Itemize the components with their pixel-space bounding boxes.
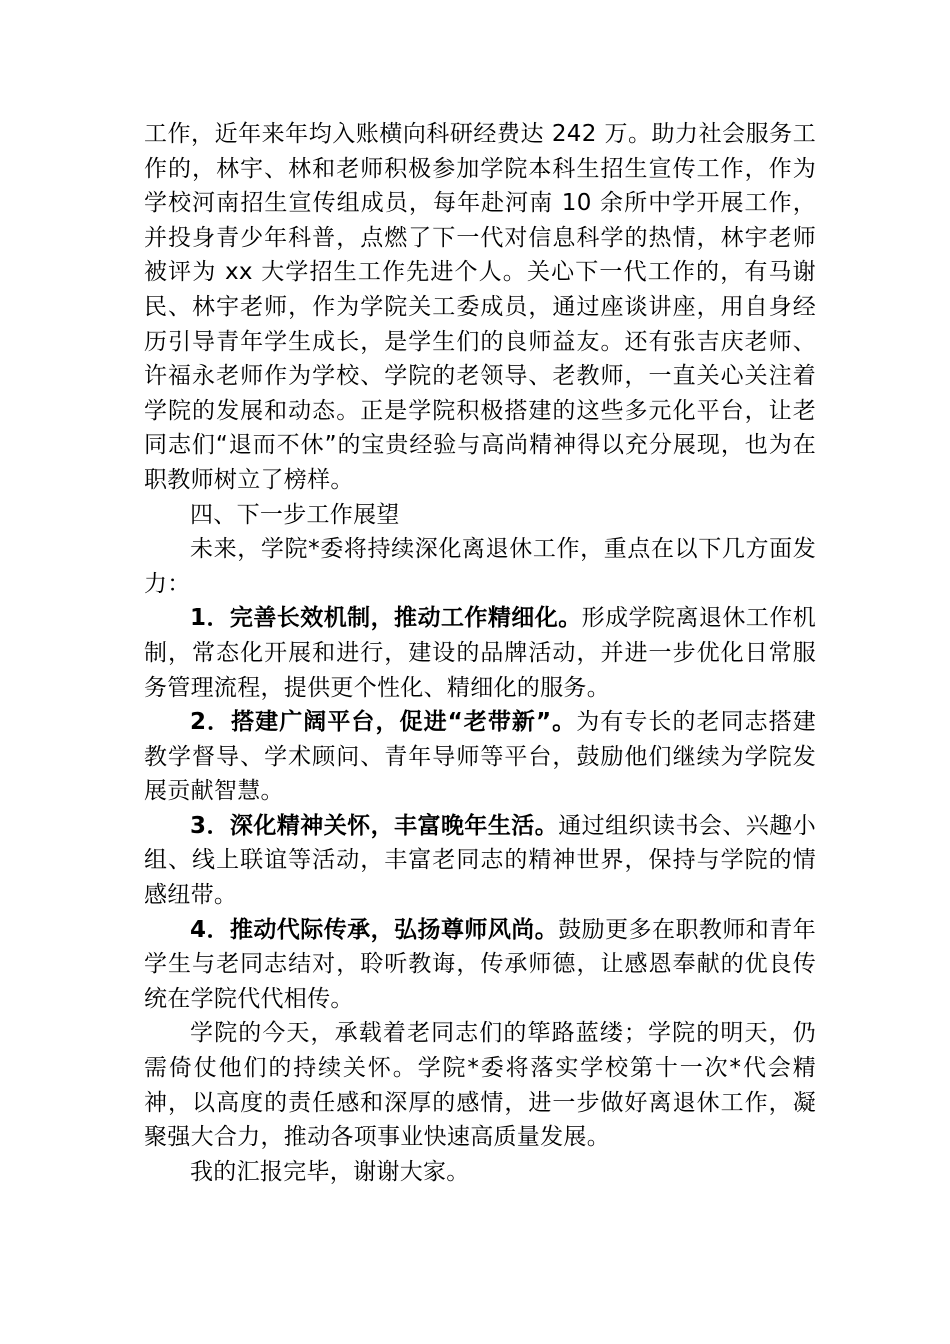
paragraph-research-and-outreach	[144, 117, 816, 498]
list-item-4	[144, 913, 816, 1017]
paragraph-text: 我的汇报完毕，谢谢大家。	[190, 1158, 470, 1185]
list-item-text: 形成学院离退休工作机制，常态化开展和进行，建设的品牌活动，并进一步优化日常服务管理流程，提供更个性化、精细化的服务。	[144, 605, 817, 701]
list-item-lead: 2．搭建广阔平台，促进“老带新”。	[190, 709, 577, 736]
paragraph-closing	[144, 1016, 816, 1154]
section-heading-next-steps	[144, 498, 816, 533]
paragraph-end	[144, 1155, 816, 1190]
paragraph-future-intro	[144, 532, 816, 601]
list-item-lead: 3．深化精神关怀，丰富晚年生活。	[190, 812, 559, 839]
list-item-lead: 4．推动代际传承，弘扬尊师风尚。	[190, 916, 559, 943]
paragraph-text: 学院的今天，承载着老同志们的筚路蓝缕；学院的明天，仍需倚仗他们的持续关怀。学院*委将落实学校第十一次*代会精神，以高度的责任感和深厚的感情，进一步做好离退休工作，凝聚强大合力，推动各项事业快速高质量发展。	[144, 1020, 816, 1151]
paragraph-text: 工作，近年来年均入账横向科研经费达 242 万。助力社会服务工作的，林宇、林和老师积极参加学院本科生招生宣传工作，作为学校河南招生宣传组成员，每年赴河南 10 余所中学开展工作，并投身青少年科普，点燃了下一代对信息科学的热情，林宇老师被评为 xx 大学招生工作先进个人。关心下一代工作的，有马谢民、林宇老师，作为学院关工委成员，通过座谈讲座，用自身经历引导青年学生成长，是学生们的良师益友。还有张吉庆老师、许福永老师作为学校、学院的老领导、老教师，一直关心关注着学院的发展和动态。正是学院积极搭建的这些多元化平台，让老同志们“退而不休”的宝贵经验与高尚精神得以充分展现，也为在职教师树立了榜样。	[144, 121, 816, 493]
list-item-2	[144, 705, 816, 809]
list-item-text: 为有专长的老同志搭建教学督导、学术顾问、青年导师等平台，鼓励他们继续为学院发展贡献智慧。	[144, 709, 817, 805]
list-item-text: 鼓励更多在职教师和青年学生与老同志结对，聆听教诲，传承师德，让感恩奉献的优良传统在学院代代相传。	[144, 916, 816, 1012]
paragraph-text: 未来，学院*委将持续深化离退休工作，重点在以下几方面发力：	[144, 536, 816, 597]
list-item-text: 通过组织读书会、兴趣小组、线上联谊等活动，丰富老同志的精神世界，保持与学院的情感纽带。	[144, 812, 816, 909]
document-page	[144, 117, 816, 1189]
list-item-3	[144, 809, 816, 913]
heading-text: 四、下一步工作展望	[190, 501, 400, 528]
list-item-1	[144, 601, 816, 705]
list-item-lead: 1．完善长效机制，推动工作精细化。	[190, 605, 582, 632]
